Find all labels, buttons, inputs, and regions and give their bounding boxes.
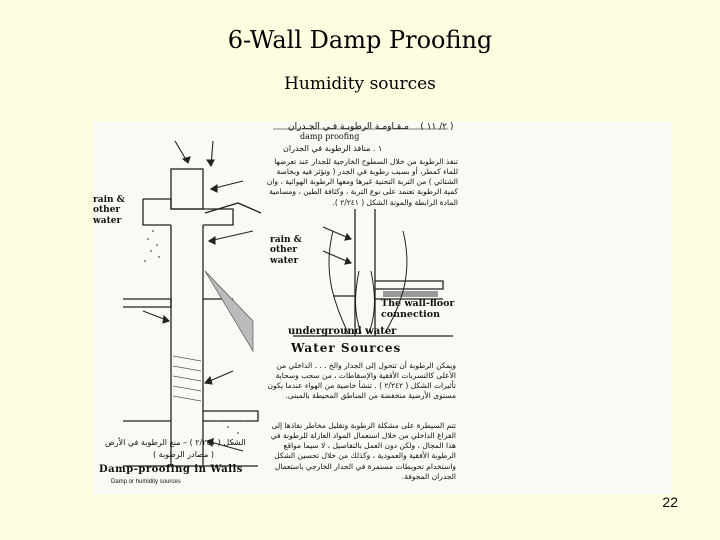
label-water-sources: Water Sources (291, 341, 402, 355)
figure-header-en: damp proofing (300, 132, 360, 141)
figure-arabic-caption-2: ( مصادر الرطوبة ) (153, 450, 215, 459)
slide-title: 6-Wall Damp Proofing (227, 26, 493, 54)
caption-small: Damp or humidity sources (111, 479, 181, 485)
slide-subtitle: Humidity sources (284, 74, 436, 94)
label-underground-water: underground water (288, 326, 397, 337)
label-rain-right: rain & other water (270, 235, 302, 266)
figure-arabic-caption: الشكل ( ٢/٢٤١ ) – منع الرطوبة في الأرض (105, 438, 246, 447)
scanned-figure (93, 121, 672, 495)
figure-arabic-header: ( ٢/ ١١ ) مـقـاومـة الرطوبـة فـي الجـدران (288, 122, 454, 132)
figure-arabic-paragraph-2: ويمكن الرطوبة أن تتحول إلى الجدار والخ . . . الداخلي من الأعلى كالتسربات الأفقية والإسقاطات ، من سحب وسحابة تأثيرات الشكل ( ٢/٢٤٢ ) . تنشأ خاصية من الهواء عندما يكون مستوى الأرضية منخفضة من المناطق المحيطة بالمبنى. (267, 361, 456, 401)
label-wall-floor-connection: The wall-floor connection (381, 298, 455, 321)
figure-arabic-paragraph-3: تتم السيطرة على مشكلة الرطوبة وتقليل مخاطر نفاذها إلى الفراغ الداخلي من خلال استعمال المواد العازلة للرطوبة في هذا المجال ، ولكن دون العمل بالتفاصيل ، لا سيما مواقع الرطوبة الأفقية والعمودية ، وكذلك من خلال تحسين الشكل واستخدام تحويطات مستمرة في الجدار الخارجي باستعمال الجدران المجوفة. (270, 421, 456, 481)
caption-damp-proofing: Damp-proofing in Walls (99, 464, 243, 475)
page-number: 22 (662, 494, 678, 510)
figure-arabic-section: ١ . منافذ الرطوبة في الجدران (283, 144, 383, 153)
label-rain-left: rain & other water (93, 195, 125, 226)
figure-arabic-paragraph-1: تنفذ الرطوبة من خلال السطوح الخارجية للجدار عند تعرضها للماء كمطر، أو بسبب رطوبة في الجدر ( وتؤثر فيه وبخاصة الشتائي ) من التربة التحتية غيرها ومعها الرطوبة الهوائية ، وان كمية الرطوبة تعتمد على نوع التربة ، وكثافة الطين ، ومسامية المادة الرابطة والمونة الشكل ( ٢/٢٤١ ). (266, 157, 458, 207)
